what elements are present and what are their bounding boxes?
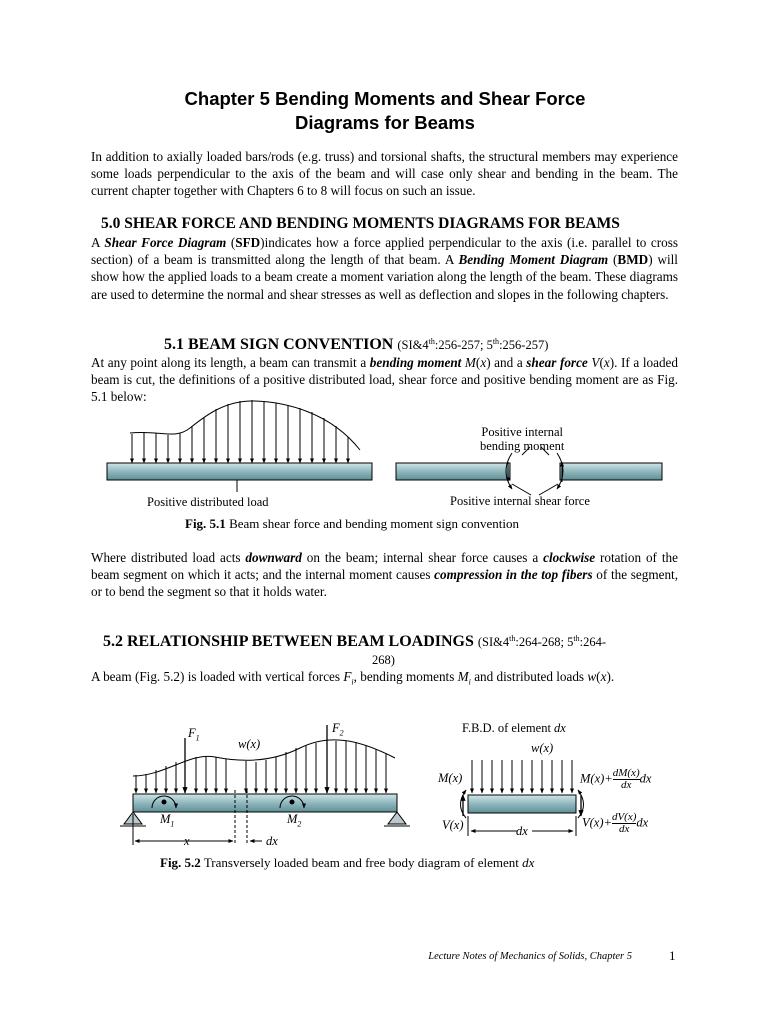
label-moment-right: M(x)+ $\frac{dM(x)}{dx}$ dx [580, 767, 652, 791]
intro-paragraph: In addition to axially loaded bars/rods (e.g. truss) and torsional shafts, the structural members may experience some loads perpendicular to the axis of the beam and will case only shear and bending in the beam. The current chapter together with Chapters 6 to 8 will focus on such an issue. [91, 149, 678, 199]
label-positive-distributed-load: Positive distributed load [147, 495, 269, 509]
label-fbd-dx: dx [516, 824, 528, 838]
figure-5-2-caption: Fig. 5.2 Transversely loaded beam and free body diagram of element dx [160, 855, 535, 870]
section-5-0-paragraph: A Shear Force Diagram (SFD)indicates how a force applied perpendicular to the axis (i.e. parallel to cross section) of a beam is transmitted along the length of that beam. A Bending Moment Diagram (BMD) will show how the applied loads to a beam create a moment variation along the length of the beam. These diagrams are used to determine the normal and shear stresses as well as deflection and slopes in the following chapters. [91, 235, 678, 302]
beam-loaded-2 [133, 794, 397, 812]
label-f2: $F_2$ [332, 721, 344, 738]
pin-support-right [388, 812, 406, 824]
chapter-title-line1: Chapter 5 Bending Moments and Shear Force [184, 88, 586, 109]
label-positive-bending-moment: Positive internal bending moment [480, 425, 565, 453]
section-5-1-heading: 5.1 BEAM SIGN CONVENTION (SI&4th:256-257; 5th:256-257) [164, 336, 549, 353]
label-x: x [184, 834, 190, 848]
section-5-2-paragraph: A beam (Fig. 5.2) is loaded with vertical forces $F_i$, bending moments $M_i$ and distributed loads w(x). [91, 669, 615, 687]
sign-convention-paragraph: Where distributed load acts downward on the beam; internal shear force causes a clockwise rotation of the beam segment on which it acts; and the internal moment causes compression in the top fibers of the segment, or to bend the segment so that it holds water. [91, 550, 679, 600]
page-footer: Lecture Notes of Mechanics of Solids, Chapter 5 [428, 951, 632, 962]
section-5-0-heading: 5.0 SHEAR FORCE AND BENDING MOMENTS DIAGRAMS FOR BEAMS [101, 215, 620, 232]
label-m2: $M_2$ [287, 812, 302, 829]
fbd-load-arrows [472, 760, 572, 793]
label-f1: $F_1$ [188, 726, 200, 743]
page-number: 1 [669, 948, 676, 963]
label-shear-right: V(x)+ $\frac{dV(x)}{dx}$ dx [582, 811, 649, 835]
section-5-2-ref-continued: 268) [372, 653, 395, 667]
label-fbd-wx: w(x) [531, 741, 554, 755]
label-fbd: F.B.D. of element dx [462, 721, 566, 735]
label-dx: dx [266, 834, 278, 848]
label-positive-shear-force: Positive internal shear force [450, 494, 590, 508]
section-5-1-paragraph: At any point along its length, a beam can transmit a bending moment M(x) and a shear force V(x). If a loaded beam is cut, the definitions of a positive distributed load, shear force and positive bending moment are as Fig. 5.1 below: [91, 355, 679, 405]
section-5-2-heading: 5.2 RELATIONSHIP BETWEEN BEAM LOADINGS (SI&4th:264-268; 5th:264- [103, 633, 606, 650]
label-wx: w(x) [238, 737, 261, 751]
fbd-element [468, 795, 576, 813]
label-m1: $M_1$ [160, 812, 175, 829]
chapter-title-line2: Diagrams for Beams [295, 112, 475, 133]
figure-5-1-caption: Fig. 5.1 Beam shear force and bending moment sign convention [185, 516, 519, 531]
distributed-load-arrows-2 [136, 741, 386, 793]
label-fbd-vx: V(x) [442, 818, 464, 832]
label-fbd-mx: M(x) [438, 771, 463, 785]
